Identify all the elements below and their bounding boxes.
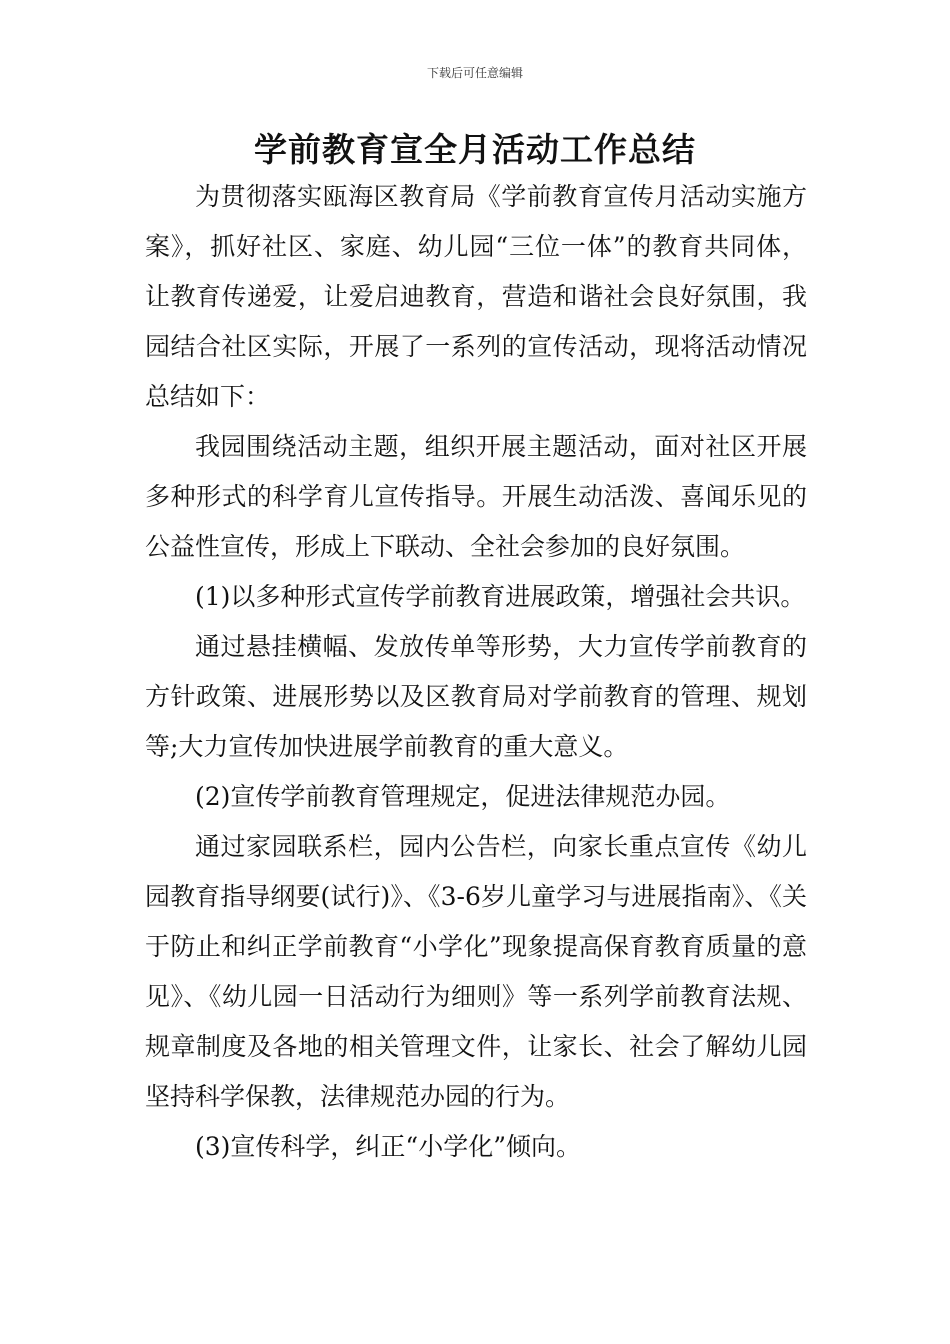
paragraph-heading-3: (3)宣传科学，纠正“小学化”倾向。 [195, 1132, 581, 1161]
paragraph-heading-2: (2)宣传学前教育管理规定，促进法律规范办园。 [195, 782, 731, 811]
paragraph-intro: 为贯彻落实瓯海区教育局《学前教育宣传月活动实施方案》，抓好社区、家庭、幼儿园“三位一体”的教育共同体，让教育传递爱，让爱启迪教育，营造和谐社会良好氛围，我园结合社区实际，开展了一系列的宣传活动，现将活动情况总结如下： [145, 182, 807, 411]
paragraph-theme: 我园围绕活动主题，组织开展主题活动，面对社区开展多种形式的科学育儿宣传指导。开展生动活泼、喜闻乐见的公益性宣传，形成上下联动、全社会参加的良好氛围。 [145, 432, 807, 561]
document-body [145, 172, 807, 1172]
paragraph-heading-1: (1)以多种形式宣传学前教育进展政策，增强社会共识。 [195, 582, 806, 611]
document-title: 学前教育宣全月活动工作总结 [254, 130, 696, 169]
paragraph-section-2: 通过家园联系栏，园内公告栏，向家长重点宣传《幼儿园教育指导纲要(试行)》、《3-6岁儿童学习与进展指南》、《关于防止和纠正学前教育“小学化”现象提高保育教育质量的意见》、《幼儿园一日活动行为细则》等一系列学前教育法规、规章制度及各地的相关管理文件，让家长、社会了解幼儿园坚持科学保教，法律规范办园的行为。 [145, 832, 807, 1111]
paragraph-section-1: 通过悬挂横幅、发放传单等形势，大力宣传学前教育的方针政策、进展形势以及区教育局对学前教育的管理、规划等;大力宣传加快进展学前教育的重大意义。 [145, 632, 807, 761]
header-note: 下载后可任意编辑 [426, 66, 523, 80]
